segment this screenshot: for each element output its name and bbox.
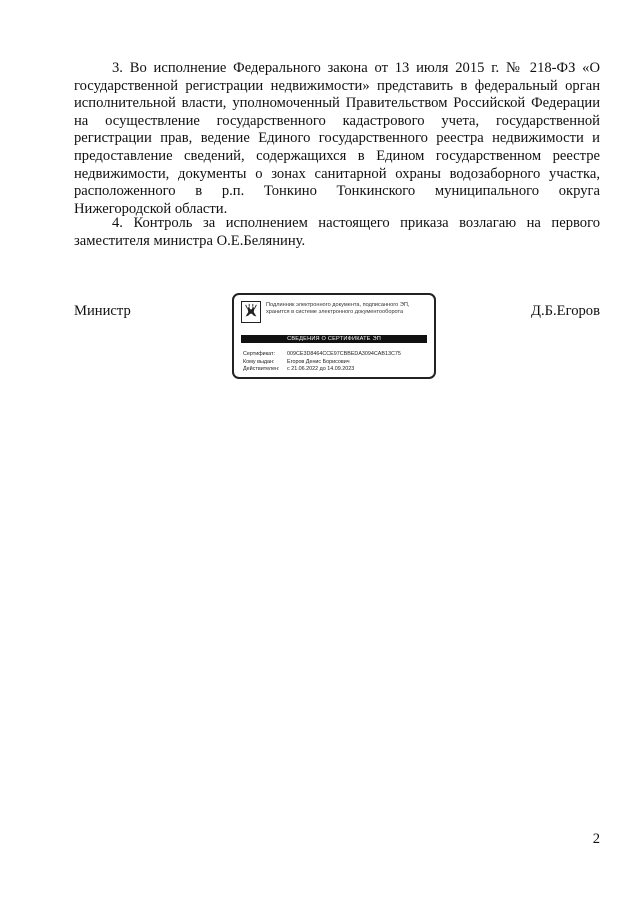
signatory-title: Министр xyxy=(74,303,131,319)
paragraph-3: 3. Во исполнение Федерального закона от 13 июля 2015 г. № 218-ФЗ «О государственной регистрации недвижимости» представить в федеральный орган исполнительной власти, уполномоченный Правительством Российской Федерации на осуществление государственного кадастрового учета, государственной регистрации прав, ведение Единого государственного реестра недвижимости и предоставление сведений, содержащихся в Едином государственном реестре недвижимости, документы о зонах санитарной охраны водозаборного участка, расположенного в р.п. Тонкино Тонкинского муниципального округа Нижегородской области. xyxy=(74,60,600,217)
page-number: 2 xyxy=(592,831,600,847)
signatory-name: Д.Б.Егоров xyxy=(531,303,600,319)
stamp-header: СВЕДЕНИЯ О СЕРТИФИКАТЕ ЭП xyxy=(241,335,427,343)
paragraph-4: 4. Контроль за исполнением настоящего приказа возлагаю на первого заместителя министра О.Е.Белянину. xyxy=(74,215,600,249)
row-label: Кому выдан: xyxy=(243,358,275,365)
row-label: Сертификат: xyxy=(243,351,276,357)
deer-emblem-icon xyxy=(241,301,261,323)
electronic-signature-stamp xyxy=(232,293,436,379)
validity-row xyxy=(243,366,401,374)
stamp-notice: Подлинник электронного документа, подписанного ЭП, хранится в системе электронного документооборота xyxy=(266,302,410,315)
row-label: Действителен: xyxy=(243,366,280,372)
certificate-details xyxy=(243,351,401,374)
row-value: с 21.06.2022 до 14.09.2023 xyxy=(287,366,355,372)
certificate-row xyxy=(243,351,401,359)
row-value: 009CE3D8464CCE97CBBEDA3094CAB13C75 xyxy=(287,351,401,357)
issued-to-row xyxy=(243,359,401,367)
row-value: Егоров Денис Борисович xyxy=(287,358,350,365)
